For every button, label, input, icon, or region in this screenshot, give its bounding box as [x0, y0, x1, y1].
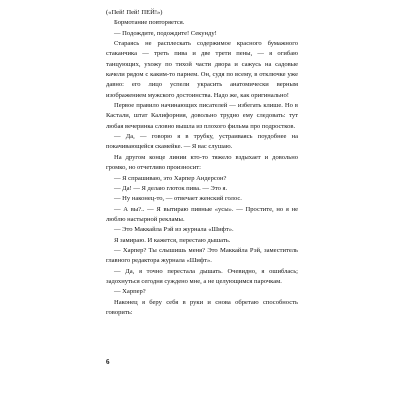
paragraph-9: — Да! — Я делаю глоток пива. — Это я.: [114, 184, 228, 192]
paragraph-7: На другом конце линии кто-то тяжело вздыхает и довольно громко, но отчетливо произносит:: [106, 153, 298, 172]
paragraph-1: («Пей! Пей! ПЕЙ!»): [106, 9, 163, 16]
paragraph-11: — А вы?.. — Я вытираю пивные «усы». — Простите, но я не люблю настырной рекламы.: [106, 205, 298, 223]
body-text: [106, 8, 298, 318]
paragraph-3: — Подождите, подождите! Секунду!: [114, 29, 217, 37]
paragraph-17: Наконец я беру себя в руки и снова обретаю способность говорить:: [106, 298, 298, 316]
paragraph-4: Стараясь не расплескать содержимое красного бумажного стаканчика — треть пива и две трети пены, — я огибаю танцующих, ухожу по тихой части двора и сажусь на садовые качели рядом с каким-то парнем. Он, судя по всему, в отключке уже давно: его лицо успели украсить анатомически верным изображением мужского достоинства. Надо же, как оригинально!: [106, 40, 298, 99]
paragraph-13: Я замираю. И кажется, перестаю дышать.: [114, 236, 231, 244]
paragraph-10: — Ну наконец-то, — отвечает женский голос.: [114, 195, 242, 203]
paragraph-6: — Да, — говорю я в трубку, устраиваясь поудобнее на покачивающейся скамейке. — Я вас слушаю.: [106, 133, 298, 151]
page-number: 6: [106, 358, 110, 366]
paragraph-16: — Харпер?: [114, 288, 146, 296]
paragraph-12: — Это Маккайла Рэй из журнала «Шифт».: [114, 226, 234, 234]
paragraph-5: Первое правило начинающих писателей — избегать клише. Но в Кастали, штат Калифорния, довольно трудно ему следовать: тут любая вечеринка словно вышла из плохого фильма про подростков.: [106, 102, 298, 130]
paragraph-14: — Харпер? Ты слышишь меня? Это Маккайла Рэй, заместитель главного редактора журнала «Шифт».: [106, 246, 298, 265]
paragraph-8: — Я спрашиваю, это Харпер Андерсон?: [114, 174, 227, 182]
paragraph-15: — Да, я точно перестала дышать. Очевидно, я ошиблась; задохнуться сегодня суждено мне, а не целующимся парочкам.: [106, 267, 298, 285]
paragraph-2: Бормотание повторяется.: [114, 19, 185, 27]
